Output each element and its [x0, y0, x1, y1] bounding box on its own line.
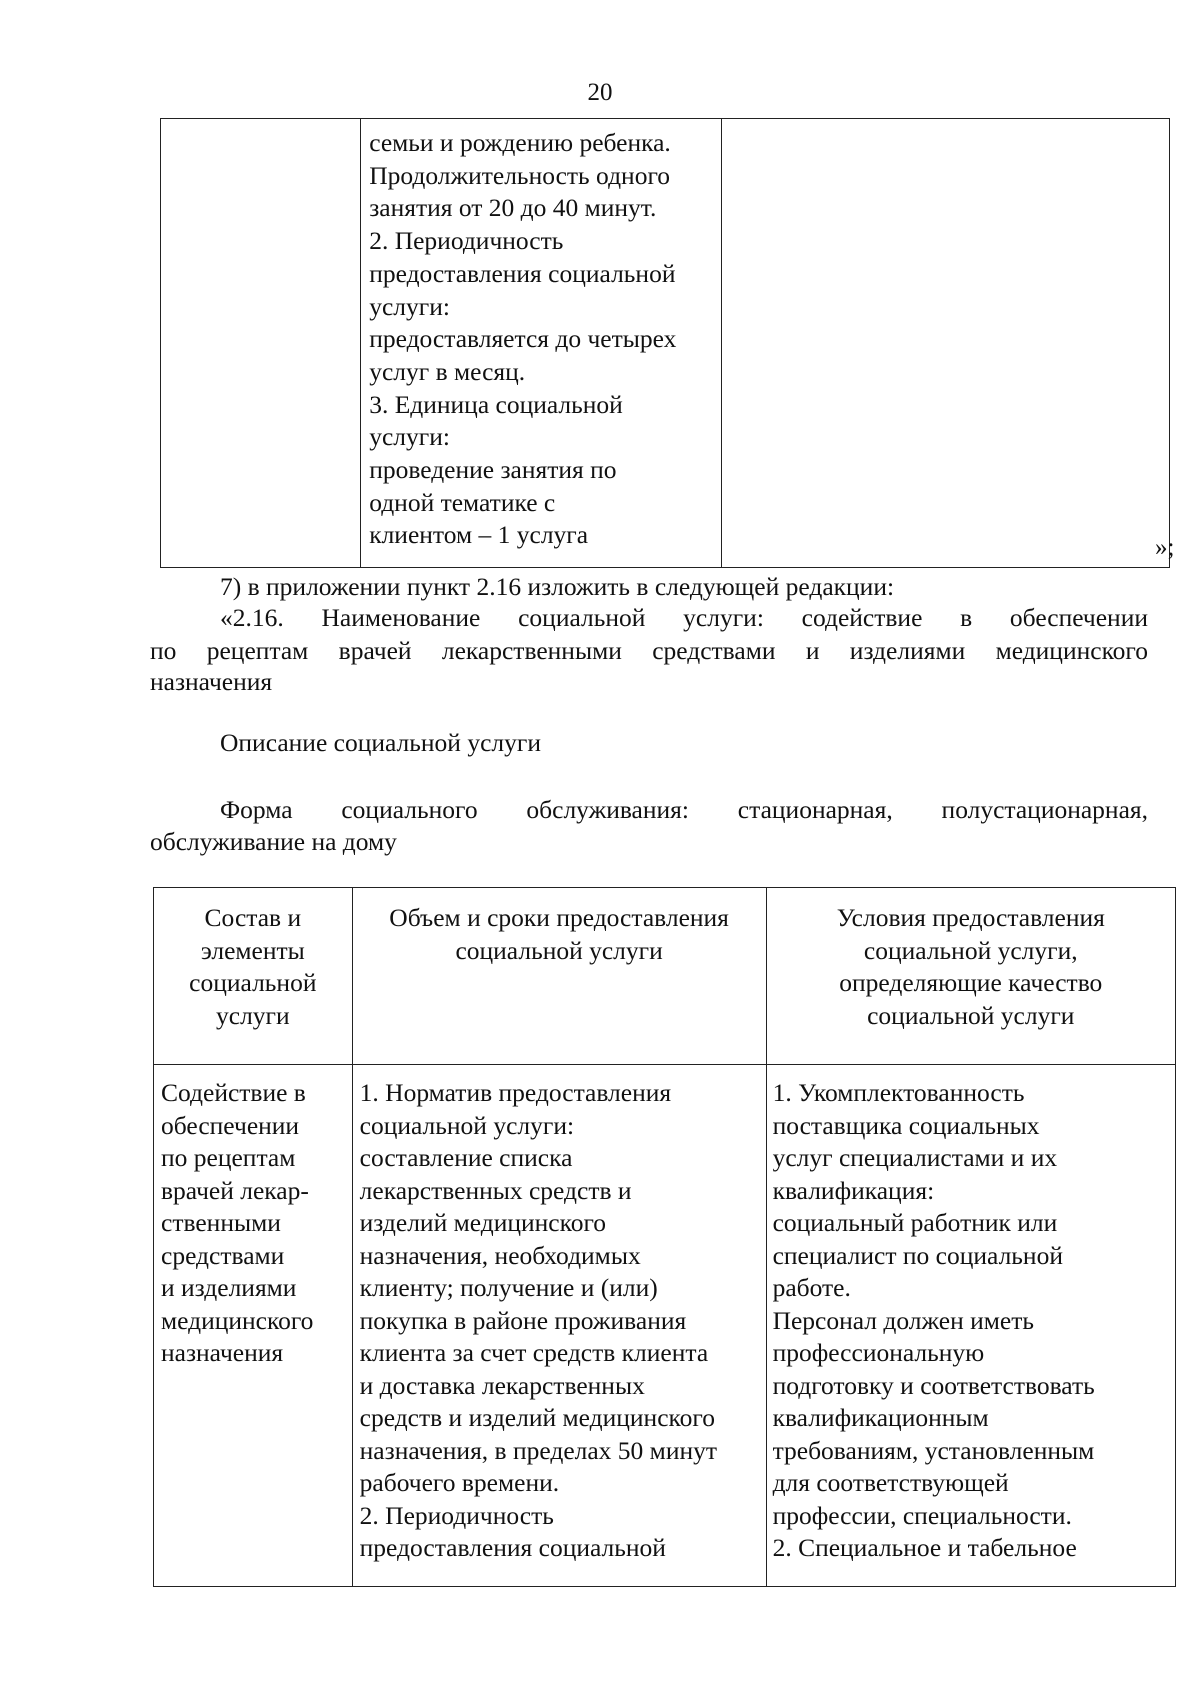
continuation-line: одной тематике с: [369, 487, 556, 517]
continuation-line: услуги:: [369, 291, 450, 321]
continuation-line: 3. Единица социальной: [369, 389, 623, 419]
service-table-body-row: [154, 1065, 1176, 1587]
continuation-line: клиентом – 1 услуга: [369, 520, 589, 550]
paragraph-2-16-line-2: по рецептам врачей лекарственными средствами и изделиями медицинского: [150, 636, 1148, 665]
continuation-line: услуги:: [369, 422, 450, 452]
continuation-line: услуг в месяц.: [369, 356, 526, 386]
header-cell-volume: Объем и сроки предоставления социальной услуги: [352, 888, 766, 1065]
service-form-line-1: Форма социального обслуживания: стационарная, полустационарная,: [220, 795, 1148, 824]
item-7-text: 7) в приложении пункт 2.16 изложить в следующей редакции:: [220, 572, 895, 601]
continuation-line: предоставляется до четырех: [369, 324, 677, 354]
header-cell-composition: Состав и элементы социальной услуги: [154, 888, 353, 1065]
closing-quote: »;: [1155, 534, 1175, 561]
continuation-table-col1: [161, 119, 361, 568]
paragraph-2-16-line-3: назначения: [150, 667, 273, 696]
continuation-line: проведение занятия по: [369, 455, 617, 485]
continuation-table-col3: [722, 119, 1170, 568]
paragraph-2-16-line-1: «2.16. Наименование социальной услуги: содействие в обеспечении: [220, 603, 1148, 632]
continuation-line: семьи и рождению ребенка.: [369, 128, 671, 157]
description-heading: Описание социальной услуги: [220, 728, 541, 757]
service-table: [153, 887, 1176, 1587]
service-form-line-2: обслуживание на дому: [150, 827, 397, 856]
continuation-line: 2. Периодичность: [369, 226, 564, 256]
header-cell-conditions: Условия предоставления социальной услуги, определяющие качество социальной услуги: [766, 888, 1175, 1065]
body-cell-composition: Содействие в обеспечении по рецептам врачей лекар- ственными средствами и изделиями медицинского назначения: [154, 1065, 353, 1587]
service-table-header-row: [154, 888, 1176, 1065]
body-cell-conditions: 1. Укомплектованность поставщика социальных услуг специалистами и их квалификация: социальный работник или специалист по социальной работе. Персонал должен иметь профессиональную подготовку и соответствовать квалификационным требованиям, установленным для соответствующей профессии, специальности. 2. Специальное и табельное: [766, 1065, 1175, 1587]
continuation-line: предоставления социальной: [369, 258, 676, 288]
continuation-table: [160, 118, 1170, 568]
continuation-line: Продолжительность одного: [369, 160, 671, 190]
continuation-table-col2: [361, 119, 722, 568]
continuation-line: занятия от 20 до 40 минут.: [369, 193, 657, 223]
page-number: 20: [587, 79, 613, 106]
body-cell-volume: 1. Норматив предоставления социальной услуги: составление списка лекарственных средств и изделий медицинского назначения, необходимых клиенту; получение и (или) покупка в районе проживания клиента за счет средств клиента и доставка лекарственных средств и изделий медицинского назначения, в пределах 50 минут рабочего времени. 2. Периодичность предоставления социальной: [352, 1065, 766, 1587]
